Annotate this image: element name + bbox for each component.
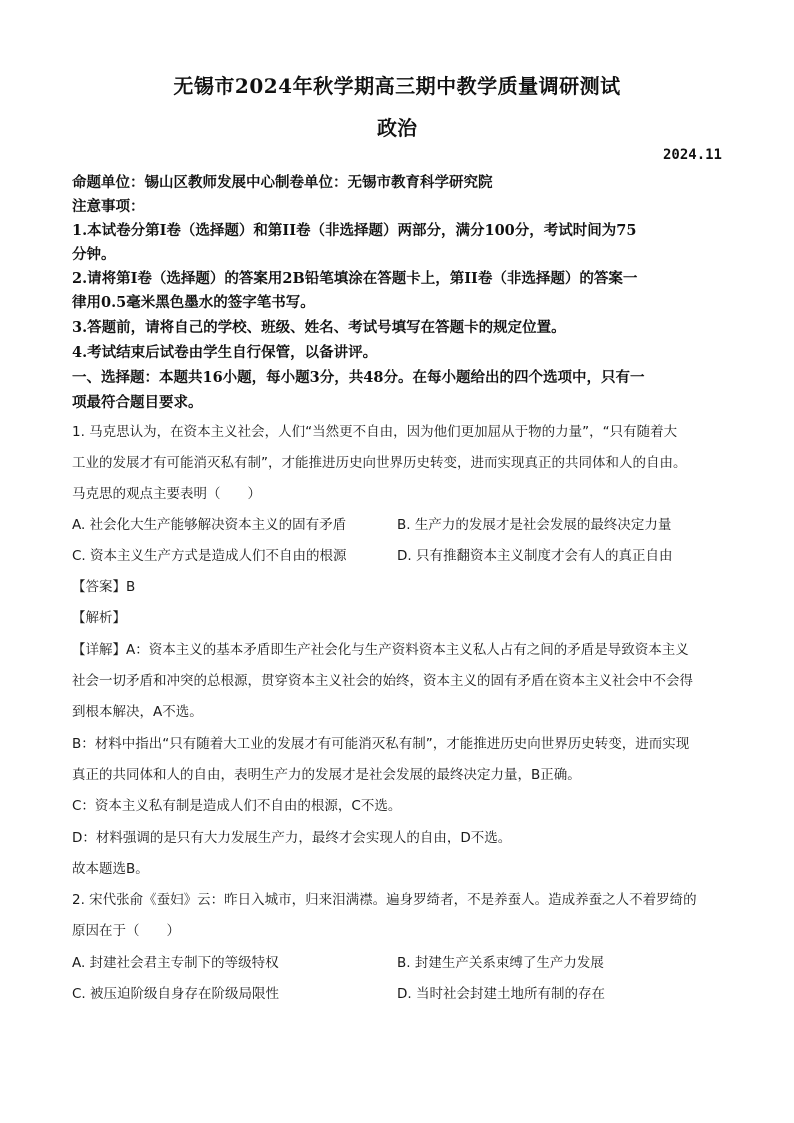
section-heading: 项最符合题目要求。 — [72, 394, 203, 411]
setter-units: 命题单位：锡山区教师发展中心制卷单位：无锡市教育科学研究院 — [72, 174, 493, 191]
question-stem: 2. 宋代张俞《蚕妇》云：昨日入城市，归来泪满襟。遍身罗绮者，不是养蚕人。造成养蚕之人不着罗绮的 — [72, 892, 697, 908]
notice-line: 3.答题前，请将自己的学校、班级、姓名、考试号填写在答题卡的规定位置。 — [72, 319, 566, 336]
detail-line: D：材料强调的是只有大力发展生产力，最终才会实现人的自由，D不选。 — [72, 830, 512, 846]
detail-line: 社会一切矛盾和冲突的总根源，贯穿资本主义社会的始终，资本主义的固有矛盾在资本主义社会中不会得 — [72, 673, 693, 689]
notice-line: 4.考试结束后试卷由学生自行保管，以备讲评。 — [72, 344, 378, 361]
exam-title: 无锡市2024年秋学期高三期中教学质量调研测试 — [173, 74, 621, 98]
analysis-label: 【解析】 — [72, 610, 126, 626]
option-a: A. 社会化大生产能够解决资本主义的固有矛盾 — [72, 517, 347, 533]
question-stem: 原因在于（ ） — [72, 923, 180, 939]
option-c: C. 被压迫阶级自身存在阶级局限性 — [72, 986, 280, 1002]
option-b: B. 生产力的发展才是社会发展的最终决定力量 — [397, 517, 672, 533]
option-b: B. 封建生产关系束缚了生产力发展 — [397, 955, 604, 971]
subject-title: 政治 — [377, 116, 417, 140]
option-d: D. 当时社会封建土地所有制的存在 — [397, 986, 605, 1002]
question-stem: 1. 马克思认为，在资本主义社会，人们“当然更不自由，因为他们更加屈从于物的力量”，“只有随着大 — [72, 424, 678, 440]
detail-line: C：资本主义私有制是造成人们不自由的根源，C不选。 — [72, 798, 402, 814]
notice-line: 律用0.5毫米黑色墨水的签字笔书写。 — [72, 294, 315, 311]
notice-line: 2.请将第I卷（选择题）的答案用2B铅笔填涂在答题卡上，第II卷（非选择题）的答案一 — [72, 270, 638, 287]
detail-line: 【详解】A：资本主义的基本矛盾即生产社会化与生产资料资本主义私人占有之间的矛盾是导致资本主义 — [72, 642, 689, 658]
question-stem: 工业的发展才有可能消灭私有制”，才能推进历史向世界历史转变，进而实现真正的共同体和人的自由。 — [72, 455, 687, 471]
option-c: C. 资本主义生产方式是造成人们不自由的根源 — [72, 548, 347, 564]
detail-line: B：材料中指出“只有随着大工业的发展才有可能消灭私有制”，才能推进历史向世界历史转变，进而实现 — [72, 736, 690, 752]
option-a: A. 封建社会君主专制下的等级特权 — [72, 955, 279, 971]
question-stem: 马克思的观点主要表明（ ） — [72, 486, 261, 502]
detail-line: 到根本解决，A不选。 — [72, 704, 203, 720]
answer-label: 【答案】B — [72, 579, 136, 595]
exam-date: 2024.11 — [662, 147, 722, 163]
option-d: D. 只有推翻资本主义制度才会有人的真正自由 — [397, 548, 673, 564]
detail-line: 故本题选B。 — [72, 861, 149, 877]
notice-line: 分钟。 — [72, 246, 116, 263]
notice-heading: 注意事项： — [72, 198, 145, 215]
notice-line: 1.本试卷分第I卷（选择题）和第II卷（非选择题）两部分，满分100分，考试时间为75 — [72, 222, 637, 239]
section-heading: 一、选择题：本题共16小题，每小题3分，共48分。在每小题给出的四个选项中，只有一 — [72, 369, 645, 386]
detail-line: 真正的共同体和人的自由，表明生产力的发展才是社会发展的最终决定力量，B正确。 — [72, 767, 581, 783]
